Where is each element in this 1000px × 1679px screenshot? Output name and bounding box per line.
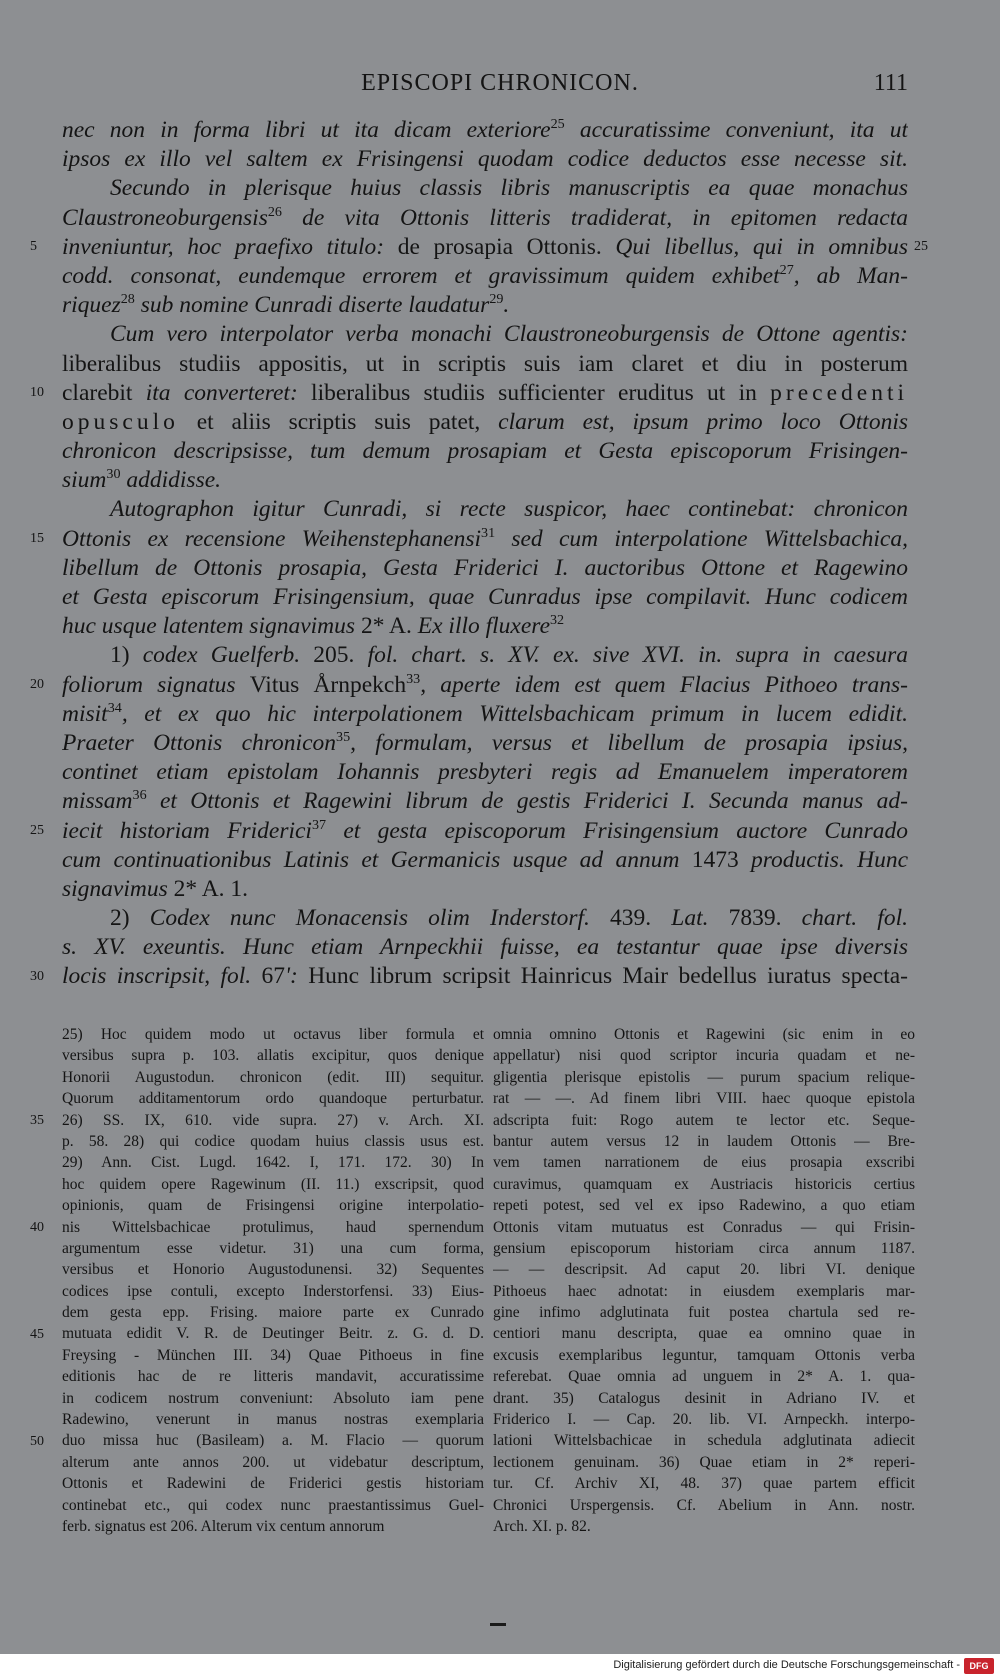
text-line: [62, 671, 908, 700]
text-segment: .: [503, 292, 510, 319]
text-line: [62, 525, 908, 554]
text-line: [62, 116, 908, 145]
digitization-footer: [0, 1654, 1000, 1679]
page-header: [0, 70, 1000, 106]
text-segment: et gesta episcoporum Frisingensium auctore Cunrado: [326, 817, 908, 844]
text-line: [62, 758, 908, 787]
footnote-reference: 29: [489, 291, 504, 308]
footnote-line-number: 40: [30, 1219, 44, 1235]
text-segment: Claustroneoburgensis: [62, 204, 268, 231]
text-line: [62, 145, 908, 174]
footnote-line: gligentia plerisque epistolis — purum spacium relique-: [493, 1068, 915, 1086]
footnote-line: adscripta fuit: Rogo autem te lector etc. Seque-: [493, 1111, 915, 1129]
footnote-line: continebat etc., qui codex nunc praestantissimus Guel-: [62, 1496, 484, 1514]
footnote-line-number: 45: [30, 1326, 44, 1342]
text-segment: riquez: [62, 292, 121, 319]
text-segment: sub nomine Cunradi diserte laudatur: [134, 292, 490, 319]
text-segment: ':: [285, 963, 298, 990]
text-line: [62, 875, 908, 904]
text-line: [62, 787, 908, 816]
footnote-line: gensium episcoporum historiam circa annum 1187.: [493, 1239, 915, 1257]
text-segment: 1): [110, 642, 143, 669]
footnote-reference: 34: [107, 699, 122, 716]
text-line: [62, 641, 908, 670]
text-segment: iecit historiam Friderici: [62, 817, 312, 844]
footnote-line: opinionis, quam de Frisingensi origine interpolatio-: [62, 1197, 484, 1215]
text-line: [62, 583, 908, 612]
line-number-left: 20: [30, 676, 44, 692]
line-number-left: 10: [30, 384, 44, 400]
footnote-reference: 30: [106, 466, 121, 483]
text-line: [62, 846, 908, 875]
text-segment: misit: [62, 700, 108, 727]
text-segment: liberalibus studiis sufficienter eruditus ut in: [297, 379, 771, 406]
text-segment: clarebit: [62, 379, 146, 406]
footnote-line: Friderico I. — Cap. 20. lib. VI. Arnpeckh. interpo-: [493, 1411, 915, 1429]
footnote-line: lectionem genuinam. 36) Quae etiam in 2* reperi-: [493, 1453, 915, 1471]
footnote-line: drant. 35) Catalogus desinit in Adriano IV. et: [493, 1389, 915, 1407]
text-segment: huc usque latentem signavimus: [62, 613, 361, 640]
footnote-line: Radewino, venerunt in manus nostras exemplaria: [62, 1411, 484, 1429]
text-segment: Autographon igitur Cunradi, si recte suspicor, haec continebat: chronicon: [110, 496, 908, 523]
text-line: [62, 933, 908, 962]
footnote-line: p. 58. 28) qui codice quodam huius classis usus est.: [62, 1132, 484, 1150]
text-segment: Vitus Årnpekch: [249, 671, 407, 698]
text-segment: liberalibus studiis appositis, ut in scriptis suis iam claret et diu in posterum: [62, 350, 908, 377]
footnote-reference: 32: [550, 612, 565, 629]
text-segment: Praeter Ottonis chronicon: [62, 729, 337, 756]
footnote-line: tur. Cf. Archiv XI, 48. 37) quae partem efficit: [493, 1475, 915, 1493]
footnote-line: mutuata edidit V. R. de Deutinger Beitr. z. G. d. D.: [62, 1325, 484, 1343]
text-segment: s. XV. exeuntis. Hunc etiam Arnpeckhii fuisse, ea testantur quae ipse diversis: [62, 934, 908, 961]
footnotes-right-column: [493, 1024, 915, 1537]
text-line: [62, 700, 908, 729]
text-line: [62, 174, 908, 203]
text-segment: , ab Man-: [793, 262, 908, 289]
text-segment: 2* A.: [360, 613, 412, 640]
footnote-line: Chronici Urspergensis. Cf. Abelium in Ann. nostr.: [493, 1496, 915, 1514]
text-line: [62, 291, 908, 320]
text-segment: 205.: [313, 642, 355, 669]
text-segment: et aliis scriptis suis patet,: [178, 408, 499, 435]
text-segment: codex Guelferb.: [142, 642, 314, 669]
footnote-reference: 25: [550, 116, 565, 133]
footnote-line: centiori manu descripta, quae ea omnino quae in: [493, 1325, 915, 1343]
footnote-line-number: 35: [30, 1112, 44, 1128]
text-segment: locis inscripsit, fol.: [62, 963, 262, 990]
text-segment: accuratissime conveniunt, ita ut: [564, 117, 908, 143]
line-number-left: 15: [30, 530, 44, 546]
text-line: [62, 320, 908, 349]
footnote-line: editionis hac de re litteris mandavit, accuratissime: [62, 1368, 484, 1386]
text-segment: inveniuntur, hoc praefixo titulo:: [62, 233, 398, 260]
text-line: [62, 495, 908, 524]
footnote-line: Honorii Augustodun. chronicon (edit. III) sequitur.: [62, 1068, 484, 1086]
footnote-line: Ottonis et Radewini de Friderici gestis historiam: [62, 1475, 484, 1493]
text-segment: 67: [261, 963, 285, 990]
text-segment: , aperte idem est quem Flacius Pithoeo trans-: [420, 671, 908, 698]
footnote-reference: 28: [120, 291, 135, 308]
text-line: [62, 904, 908, 933]
text-line: [62, 729, 908, 758]
text-segment: nec non in forma libri ut ita dicam exteriore: [62, 117, 551, 143]
text-segment: 439.: [610, 905, 652, 932]
text-segment: sium: [62, 467, 107, 494]
text-segment: et Gesta episcorum Frisingensium, quae Cunradus ipse compilavit. Hunc codicem: [62, 584, 908, 610]
footer-credit: Digitalisierung gefördert durch die Deutsche Forschungsgemeinschaft -: [613, 1659, 960, 1671]
text-line: [62, 262, 908, 291]
dfg-logo: DFG: [964, 1658, 994, 1674]
footnote-reference: 36: [132, 787, 147, 804]
text-segment: 2): [110, 905, 150, 932]
line-number-left: 30: [30, 968, 44, 984]
text-segment: Lat.: [651, 905, 729, 932]
text-line: [62, 233, 908, 262]
footnote-line: Ottonis vitam mutuatus est Conradus — qui Frisin-: [493, 1218, 915, 1236]
text-segment: continet etiam epistolam Iohannis presbyteri regis ad Emanuelem imperatorem: [62, 759, 908, 786]
footnote-line: gine infimo adglutinata fuit postea chartula sed re-: [493, 1304, 915, 1322]
line-number-left: 5: [30, 238, 37, 254]
footnote-line: nis Wittelsbachicae protulimus, haud spernendum: [62, 1218, 484, 1236]
running-title: EPISCOPI CHRONICON.: [361, 70, 639, 96]
text-segment: 2* A. 1.: [173, 875, 249, 902]
footnote-line: bantur autem versus 12 in laudem Ottonis — Bre-: [493, 1132, 915, 1150]
text-segment: libellum de Ottonis prosapia, Gesta Friderici I. auctoribus Ottone et Ragewino: [62, 554, 908, 581]
text-segment: productis. Hunc: [738, 846, 908, 873]
footnote-line: hoc quidem opere Ragewinum (II. 11.) exscripsit, quod: [62, 1175, 484, 1193]
text-line: [62, 817, 908, 846]
footnote-reference: 26: [267, 203, 282, 220]
text-segment: et Ottonis et Ragewini librum de gestis Friderici I. Secunda manus ad-: [146, 788, 908, 815]
footnote-line: — — descripsit. Ad caput 20. libri VI. denique: [493, 1261, 915, 1279]
text-segment: precedenti: [770, 379, 908, 406]
text-segment: , et ex quo hic interpolationem Wittelsbachicam primum in lucem edidit.: [121, 700, 908, 727]
text-segment: Codex nunc Monacensis olim Inderstorf.: [149, 905, 611, 932]
text-segment: , formulam, versus et libellum de prosapia ipsius,: [350, 729, 908, 756]
footnote-line: in codicem nostrum conveniunt: Absoluto iam pene: [62, 1389, 484, 1407]
text-segment: sed cum interpolatione Wittelsbachica,: [495, 525, 908, 552]
text-segment: Qui libellus, qui in omnibus: [601, 233, 908, 260]
line-number-left: 25: [30, 822, 44, 838]
footnote-line-number: 50: [30, 1433, 44, 1449]
main-text: [62, 116, 908, 992]
text-line: [62, 962, 908, 991]
text-segment: Hunc librum scripsit Hainricus Mair bedellus iuratus specta-: [297, 963, 908, 990]
text-segment: missam: [62, 788, 133, 815]
footnote-line: omnia omnino Ottonis et Ragewini (sic enim in eo: [493, 1026, 915, 1043]
text-line: [62, 612, 908, 641]
footnote-line: alterum ante annos 200. ut videbatur descriptum,: [62, 1453, 484, 1471]
text-segment: chronicon descripsisse, tum demum prosapiam et Gesta episcoporum Frisingen-: [62, 438, 908, 465]
footnote-line: Freysing - München III. 34) Quae Pithoeus in fine: [62, 1346, 484, 1364]
text-line: [62, 204, 908, 233]
text-segment: ipsos ex illo vel saltem ex Frisingensi quodam codice deductos esse necesse sit.: [62, 146, 908, 173]
text-segment: de prosapia Ottonis.: [397, 233, 602, 260]
text-segment: Cum vero interpolator verba monachi Claustroneoburgensis de Ottone agentis:: [110, 321, 908, 348]
footnote-line: 29) Ann. Cist. Lugd. 1642. I, 171. 172. 30) In: [62, 1154, 484, 1172]
text-segment: ita converteret:: [145, 379, 298, 406]
text-segment: fol. chart. s. XV. ex. sive XVI. in. supra in caesura: [354, 642, 908, 669]
footnote-line: Arch. XI. p. 82.: [493, 1517, 591, 1535]
footnote-line: codices ipse contuli, excepto Inderstorfensi. 33) Eius-: [62, 1282, 484, 1300]
text-line: [62, 350, 908, 379]
footnote-line: rat — —. Ad finem libri VIII. haec quoque epistola: [493, 1090, 915, 1108]
page-bottom-mark: [490, 1623, 506, 1626]
footnote-line: referebat. Quae omnia ad unguem in 2* A. 1. qua-: [493, 1368, 915, 1386]
footnote-reference: 35: [336, 729, 351, 746]
footnote-line: appellatur) nisi quod scriptor incuria quadam et ne-: [493, 1047, 915, 1065]
footnote-line: Quorum additamentorum ordo quandoque perturbatur.: [62, 1090, 484, 1108]
text-line: [62, 466, 908, 495]
footnote-line: argumentum esse videtur. 31) una cum forma,: [62, 1239, 484, 1257]
page-number: 111: [873, 70, 908, 96]
text-segment: opusculo: [62, 408, 179, 435]
text-segment: Ottonis ex recensione Weihenstephanensi: [62, 525, 482, 552]
footnote-line: curavimus, quamquam ex Austriacis historicis certius: [493, 1175, 915, 1193]
text-segment: 1473: [691, 846, 739, 873]
footnote-line: duo missa huc (Basileam) a. M. Flacio — quorum: [62, 1432, 484, 1450]
footnote-reference: 33: [406, 670, 421, 687]
footnote-line: versibus supra p. 103. allatis excipitur, quos denique: [62, 1047, 484, 1065]
text-segment: de vita Ottonis litteris tradiderat, in epitomen redacta: [281, 204, 908, 231]
footnote-line: Pithoeus haec adnotat: in eiusdem exemplaris mar-: [493, 1282, 915, 1300]
text-segment: Secundo in plerisque huius classis libris manuscriptis ea quae monachus: [110, 175, 908, 202]
text-line: [62, 379, 908, 408]
text-segment: cum continuationibus Latinis et Germanicis usque ad annum: [62, 846, 692, 873]
footnote-line: lationi Wittelsbachicae in schedula adglutinata adiecit: [493, 1432, 915, 1450]
footnote-line: versibus et Honorio Augustodunensi. 32) Sequentes: [62, 1261, 484, 1279]
text-segment: signavimus: [62, 875, 174, 902]
text-line: [62, 437, 908, 466]
text-segment: Ex illo fluxere: [411, 613, 550, 640]
footnote-line: 25) Hoc quidem modo ut octavus liber formula et: [62, 1026, 484, 1043]
text-line: [62, 554, 908, 583]
line-number-right: 25: [914, 238, 928, 254]
text-segment: 7839.: [728, 905, 782, 932]
footnote-line: dem gesta epp. Frising. maiore parte ex Cunrado: [62, 1304, 484, 1322]
text-segment: clarum est, ipsum primo loco Ottonis: [498, 408, 908, 435]
footnote-line: vem tamen narrationem de eius prosapia exscribi: [493, 1154, 915, 1172]
footnote-line: 26) SS. IX, 610. vide supra. 27) v. Arch. XI.: [62, 1111, 484, 1129]
text-line: [62, 408, 908, 437]
text-segment: addidisse.: [120, 467, 222, 494]
footnote-line: excusis exemplaribus leguntur, tamquam Ottonis verba: [493, 1346, 915, 1364]
footnotes-left-column: [62, 1024, 484, 1537]
text-segment: chart. fol.: [781, 905, 908, 932]
footnote-reference: 27: [779, 262, 794, 279]
footnote-line: ferb. signatus est 206. Alterum vix centum annorum: [62, 1517, 385, 1535]
footnote-reference: 31: [481, 524, 496, 541]
footnote-line: repeti potest, sed vel ex ipso Radewino, a quo etiam: [493, 1197, 915, 1215]
text-segment: foliorum signatus: [62, 671, 250, 698]
footnote-reference: 37: [311, 816, 327, 833]
text-segment: codd. consonat, eundemque errorem et gravissimum quidem exhibet: [62, 262, 780, 289]
